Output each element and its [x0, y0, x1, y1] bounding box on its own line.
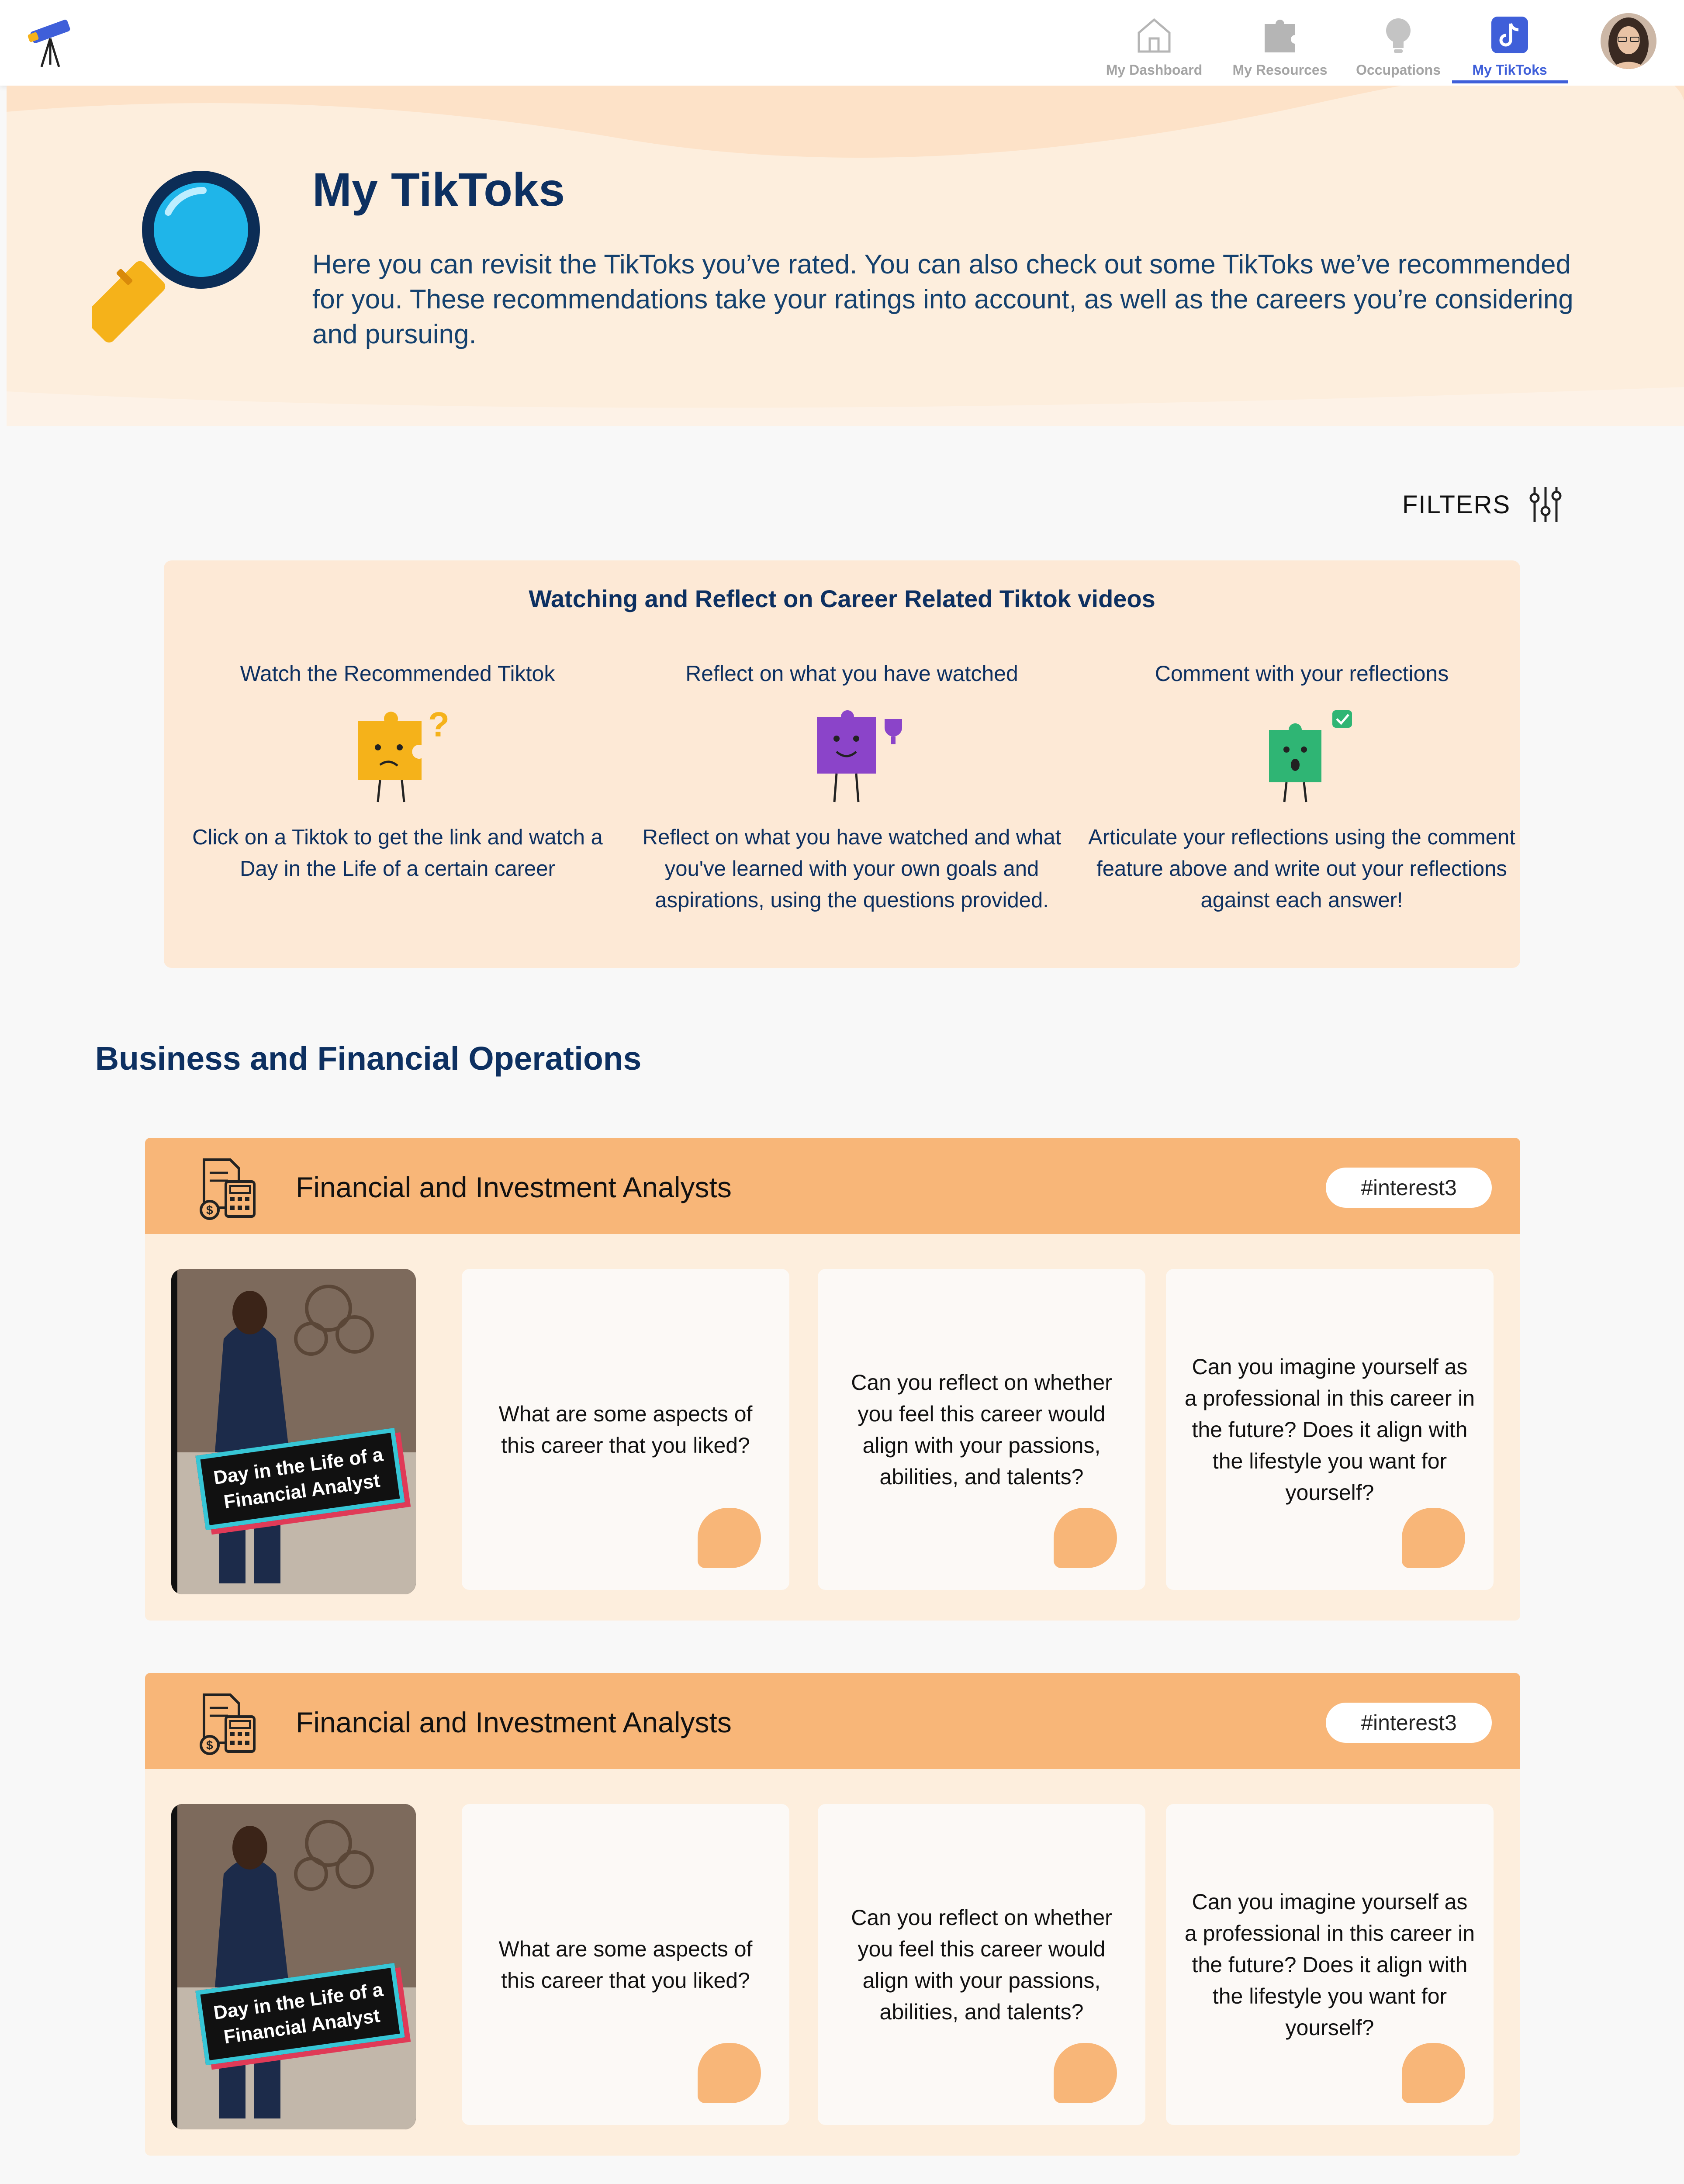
career-card — [145, 1138, 1520, 1621]
step-title: Reflect on what you have watched — [685, 661, 1018, 686]
question-text: Can you reflect on whether you feel this career would align with your passions, abilities, and talents? — [851, 1370, 1112, 1489]
thumbnail-caption: Day in the Life of a Financial Analyst — [195, 1963, 405, 2065]
nav-label: My Resources — [1232, 62, 1328, 78]
top-navigation — [0, 0, 1684, 86]
trophy-puzzle-character-icon — [795, 704, 909, 804]
filters-button[interactable] — [1402, 480, 1563, 529]
comment-bubble-icon[interactable] — [1402, 1508, 1465, 1568]
career-card-header — [145, 1673, 1520, 1769]
sliders-icon — [1528, 485, 1563, 524]
user-avatar[interactable] — [1601, 13, 1656, 69]
nav-item-my-tiktoks[interactable] — [1453, 13, 1566, 79]
reflection-question-card — [1166, 1804, 1494, 2125]
tiktok-video-thumbnail[interactable] — [171, 1804, 416, 2129]
reflection-question-card — [818, 1804, 1145, 2125]
question-text: Can you imagine yourself as a professional in this career in the future? Does it align with the lifestyle you want for yourself? — [1184, 1354, 1475, 1505]
interest-tag[interactable]: #interest3 — [1326, 1703, 1492, 1743]
thumbnail-caption: Day in the Life of a Financial Analyst — [195, 1428, 405, 1530]
checkmark-puzzle-character-icon — [1245, 704, 1359, 804]
page-description: Here you can revisit the TikToks you’ve rated. You can also check out some TikToks we’ve recommended for you. These recommendations take your ratings into account, as well as the careers you’re considering and pursuing. — [312, 249, 1573, 349]
svg-text:$: $ — [206, 1203, 213, 1217]
step-title: Comment with your reflections — [1155, 661, 1449, 686]
question-text: What are some aspects of this career that you liked? — [498, 1936, 753, 1993]
step-description: Articulate your reflections using the comment feature above and write out your reflections against each answer! — [1088, 826, 1515, 912]
question-text: What are some aspects of this career that you liked? — [498, 1401, 753, 1458]
home-icon — [1132, 13, 1176, 57]
question-text: Can you reflect on whether you feel this career would align with your passions, abilities, and talents? — [851, 1905, 1112, 2024]
question-text: Can you imagine yourself as a professional in this career in the future? Does it align with the lifestyle you want for yourself? — [1184, 1889, 1475, 2040]
magnifying-glass-icon — [92, 160, 275, 343]
nav-label: Occupations — [1356, 62, 1441, 78]
step-comment — [1083, 661, 1520, 916]
lightbulb-icon — [1376, 13, 1420, 57]
puzzle-icon — [1258, 13, 1302, 57]
reflection-question-card — [462, 1804, 789, 2125]
step-description: Click on a Tiktok to get the link and watch a Day in the Life of a certain career — [192, 826, 603, 881]
finance-calculator-icon — [193, 1151, 263, 1221]
career-title: Financial and Investment Analysts — [296, 1706, 732, 1738]
step-description: Reflect on what you have watched and what you've learned with your own goals and aspirations, using the questions provided. — [642, 826, 1062, 912]
nav-label: My Dashboard — [1106, 62, 1203, 78]
avatar-photo-icon — [1601, 13, 1656, 69]
finance-calculator-icon — [193, 1686, 263, 1756]
step-watch — [179, 661, 616, 885]
comment-bubble-icon[interactable] — [1054, 2043, 1117, 2103]
reflection-question-card — [462, 1269, 789, 1590]
career-card — [145, 1673, 1520, 2156]
career-title: Financial and Investment Analysts — [296, 1171, 732, 1203]
instructions-title: Watching and Reflect on Career Related Tiktok videos — [529, 585, 1155, 612]
comment-bubble-icon[interactable] — [698, 1508, 761, 1568]
nav-item-occupations[interactable] — [1342, 13, 1455, 79]
hero-banner — [7, 86, 1684, 426]
svg-text:$: $ — [206, 1738, 213, 1752]
svg-text:?: ? — [428, 705, 450, 744]
interest-tag[interactable]: #interest3 — [1326, 1168, 1492, 1208]
comment-bubble-icon[interactable] — [698, 2043, 761, 2103]
comment-bubble-icon[interactable] — [1402, 2043, 1465, 2103]
nav-item-my-resources[interactable] — [1223, 13, 1337, 79]
filters-label: FILTERS — [1402, 490, 1511, 519]
tiktok-icon — [1488, 13, 1532, 57]
instructions-panel — [164, 560, 1520, 968]
reflection-question-card — [818, 1269, 1145, 1590]
confused-puzzle-character-icon — [341, 704, 454, 804]
career-card-header — [145, 1138, 1520, 1234]
reflection-question-card — [1166, 1269, 1494, 1590]
step-title: Watch the Recommended Tiktok — [240, 661, 555, 686]
comment-bubble-icon[interactable] — [1054, 1508, 1117, 1568]
tiktok-video-thumbnail[interactable] — [171, 1269, 416, 1594]
active-tab-indicator — [1452, 80, 1568, 83]
nav-item-my-dashboard[interactable] — [1097, 13, 1211, 79]
step-reflect — [633, 661, 1070, 916]
page-title: My TikToks — [312, 163, 565, 216]
nav-label: My TikToks — [1472, 62, 1547, 78]
section-title: Business and Financial Operations — [95, 1040, 642, 1077]
telescope-logo-icon[interactable] — [24, 17, 76, 69]
